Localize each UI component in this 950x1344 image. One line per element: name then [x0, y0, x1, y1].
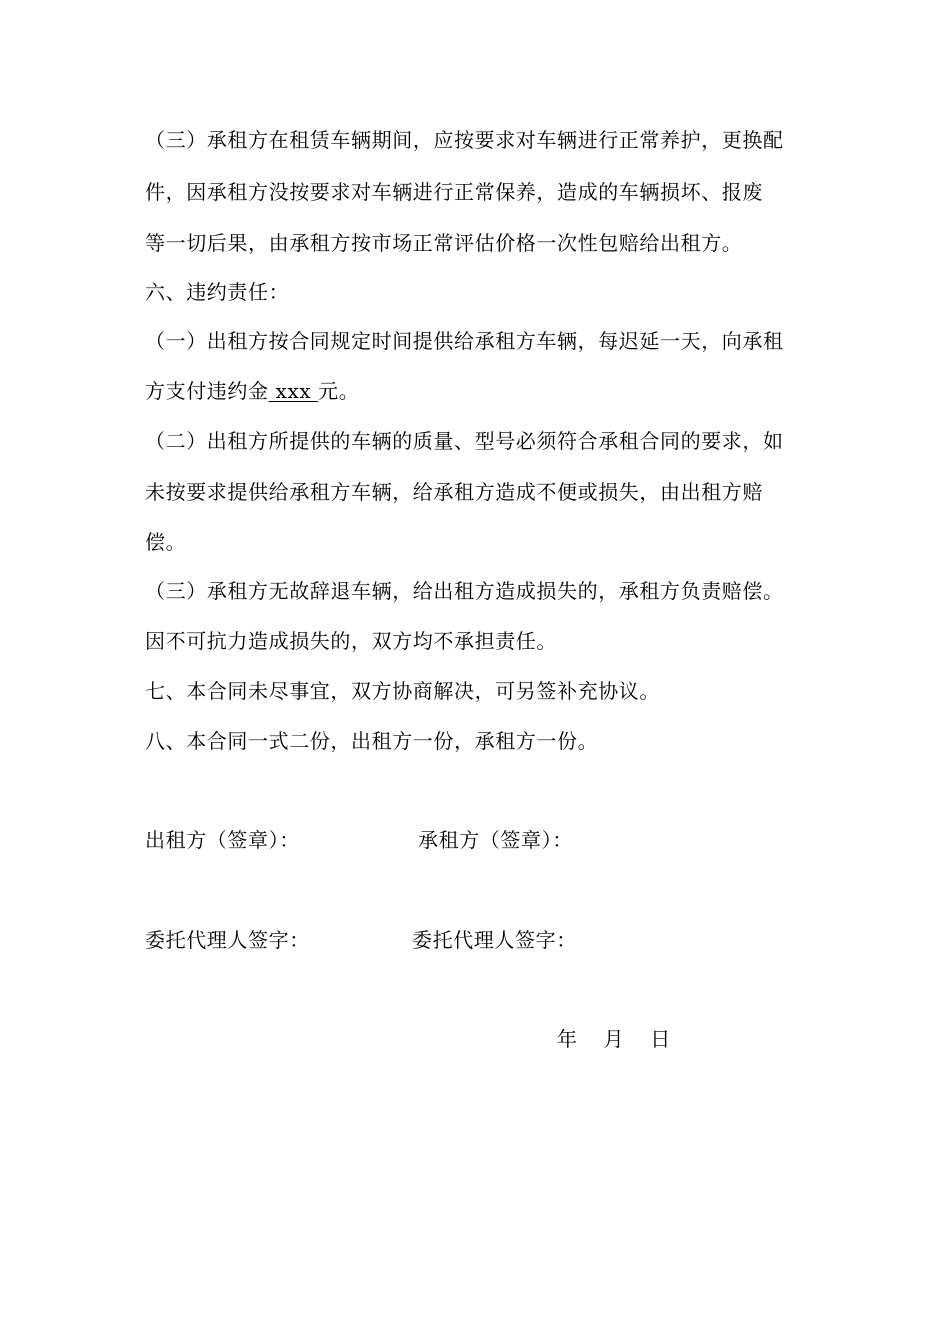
- clause-6-2-line-2: 未按要求提供给承租方车辆，给承租方造成不便或损失，由出租方赔: [145, 480, 763, 504]
- penalty-suffix: 元。: [318, 379, 360, 403]
- date-day: 日: [650, 1027, 671, 1051]
- clause-6-3-line-2: 因不可抗力造成损失的，双方均不承担责任。: [145, 629, 557, 653]
- date-year: 年: [557, 1027, 578, 1051]
- date-month: 月: [603, 1027, 625, 1051]
- penalty-prefix: 方支付违约金: [145, 379, 269, 403]
- section-6-heading: 六、违约责任：: [145, 280, 290, 304]
- clause-6-1-line-1: （一）出租方按合同规定时间提供给承租方车辆，每迟延一天，向承租: [145, 329, 784, 353]
- signing-date: [557, 1025, 671, 1053]
- lessee-seal-label: 承租方（签章）：: [418, 828, 573, 852]
- penalty-amount: xxx: [268, 379, 319, 403]
- clause-5-3-line-2: 件，因承租方没按要求对车辆进行正常保养，造成的车辆损坏、报废: [145, 180, 763, 204]
- lessor-seal-label: 出租方（签章）：: [145, 828, 300, 852]
- section-7: 七、本合同未尽事宜，双方协商解决，可另签补充协议。: [145, 679, 660, 703]
- lessor-agent-label: 委托代理人签字：: [145, 928, 310, 952]
- lessee-agent-label: 委托代理人签字：: [412, 928, 577, 952]
- clause-6-2-line-1: （二）出租方所提供的车辆的质量、型号必须符合承租合同的要求，如: [145, 429, 784, 453]
- clause-5-3-line-1: （三）承租方在租赁车辆期间，应按要求对车辆进行正常养护，更换配: [145, 128, 784, 152]
- clause-6-2-line-3: 偿。: [145, 530, 187, 554]
- clause-6-3-line-1: （三）承租方无故辞退车辆，给出租方造成损失的，承租方负责赔偿。: [145, 579, 784, 603]
- clause-6-1-line-2: [145, 377, 815, 405]
- clause-5-3-line-3: 等一切后果，由承租方按市场正常评估价格一次性包赔给出租方。: [145, 231, 743, 255]
- section-8: 八、本合同一式二份，出租方一份，承租方一份。: [145, 729, 599, 753]
